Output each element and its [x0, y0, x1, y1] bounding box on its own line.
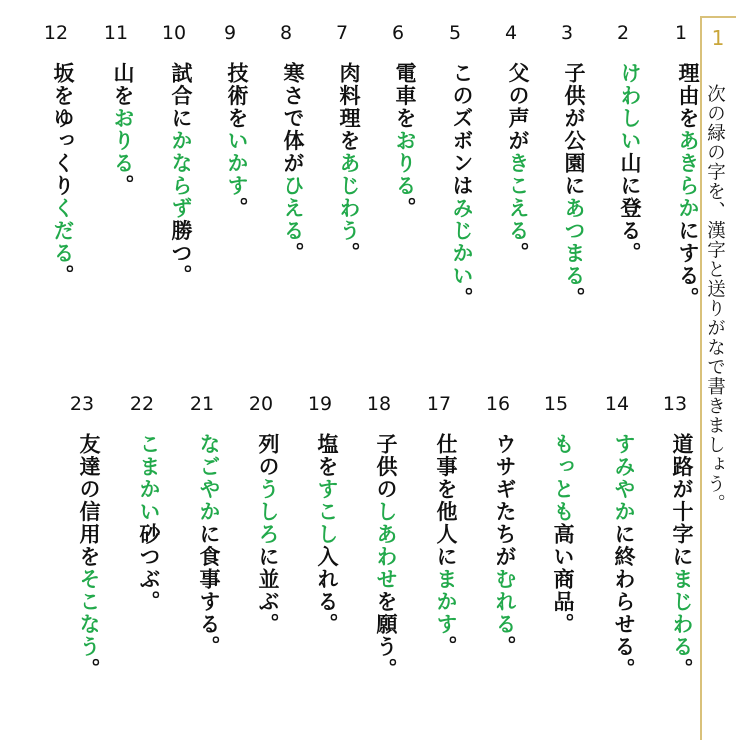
question-number: 19 — [307, 393, 333, 415]
question-number: 6 — [391, 22, 405, 44]
question-number: 22 — [129, 393, 155, 415]
question-number: 20 — [248, 393, 274, 415]
question-text: 山をおりる。 — [111, 62, 135, 197]
question-text: 父の声がきこえる。 — [506, 62, 530, 265]
question-number: 9 — [223, 22, 237, 44]
question-text: 子供が公園にあつまる。 — [562, 62, 586, 310]
question-number: 1 — [674, 22, 688, 44]
instruction-number: 1 — [711, 26, 725, 50]
question-number: 7 — [335, 22, 349, 44]
instruction-text: 次の緑の字を、漢字と送りがなで書きましょう。 — [704, 84, 726, 513]
target-word: もっとも — [551, 433, 575, 523]
question-text: 寒さで体がひえる。 — [281, 62, 305, 265]
question-text: 仕事を他人にまかす。 — [434, 433, 458, 658]
question-text: 友達の信用をそこなう。 — [77, 433, 101, 681]
question-number: 14 — [604, 393, 630, 415]
target-word: くだる — [51, 197, 75, 265]
target-word: こまかい — [137, 433, 161, 523]
question-number: 8 — [279, 22, 293, 44]
question-text: 坂をゆっくりくだる。 — [51, 62, 75, 287]
question-number: 12 — [43, 22, 69, 44]
question-number: 10 — [161, 22, 187, 44]
question-text: ウサギたちがむれる。 — [493, 433, 517, 658]
question-text: 電車をおりる。 — [393, 62, 417, 220]
target-word: まじわる — [670, 568, 694, 658]
question-number: 13 — [662, 393, 688, 415]
target-word: かならず — [169, 129, 193, 220]
question-number: 3 — [560, 22, 574, 44]
target-word: けわしい — [618, 62, 642, 152]
target-word: まかす — [434, 568, 458, 636]
question-text: もっとも高い商品。 — [551, 433, 575, 636]
question-number: 4 — [504, 22, 518, 44]
question-text: 理由をあきらかにする。 — [676, 62, 700, 310]
target-word: あきらか — [676, 129, 700, 220]
question-text: 肉料理をあじわう。 — [337, 62, 361, 265]
question-number: 15 — [543, 393, 569, 415]
question-text: こまかい砂つぶ。 — [137, 433, 161, 613]
question-number: 11 — [103, 22, 129, 44]
target-word: むれる — [493, 568, 517, 636]
question-number: 21 — [189, 393, 215, 415]
target-word: みじかい — [450, 197, 474, 287]
question-text: なごやかに食事する。 — [197, 433, 221, 658]
question-text: このズボンはみじかい。 — [450, 62, 474, 310]
question-text: 道路が十字にまじわる。 — [670, 433, 694, 681]
question-text: 子供のしあわせを願う。 — [374, 433, 398, 681]
target-word: しあわせ — [374, 500, 398, 591]
question-text: けわしい山に登る。 — [618, 62, 642, 265]
target-word: うしろ — [256, 478, 280, 546]
question-text: 塩をすこし入れる。 — [315, 433, 339, 636]
target-word: いかす — [225, 129, 249, 197]
target-word: おりる — [393, 129, 417, 197]
question-number: 2 — [616, 22, 630, 44]
target-word: あつまる — [562, 197, 586, 287]
question-number: 17 — [426, 393, 452, 415]
question-number: 16 — [485, 393, 511, 415]
target-word: あじわう — [337, 152, 361, 242]
target-word: すみやか — [612, 433, 636, 523]
question-number: 5 — [448, 22, 462, 44]
question-number: 18 — [366, 393, 392, 415]
question-text: 技術をいかす。 — [225, 62, 249, 220]
target-word: そこなう — [77, 568, 101, 658]
instruction-box — [700, 16, 736, 740]
target-word: すこし — [315, 478, 339, 546]
target-word: なごやか — [197, 433, 221, 523]
question-text: 列のうしろに並ぶ。 — [256, 433, 280, 636]
question-number: 23 — [69, 393, 95, 415]
target-word: おりる — [111, 107, 135, 175]
target-word: きこえる — [506, 152, 530, 242]
question-text: すみやかに終わらせる。 — [612, 433, 636, 681]
question-text: 試合にかならず勝つ。 — [169, 62, 193, 287]
target-word: ひえる — [281, 174, 305, 242]
